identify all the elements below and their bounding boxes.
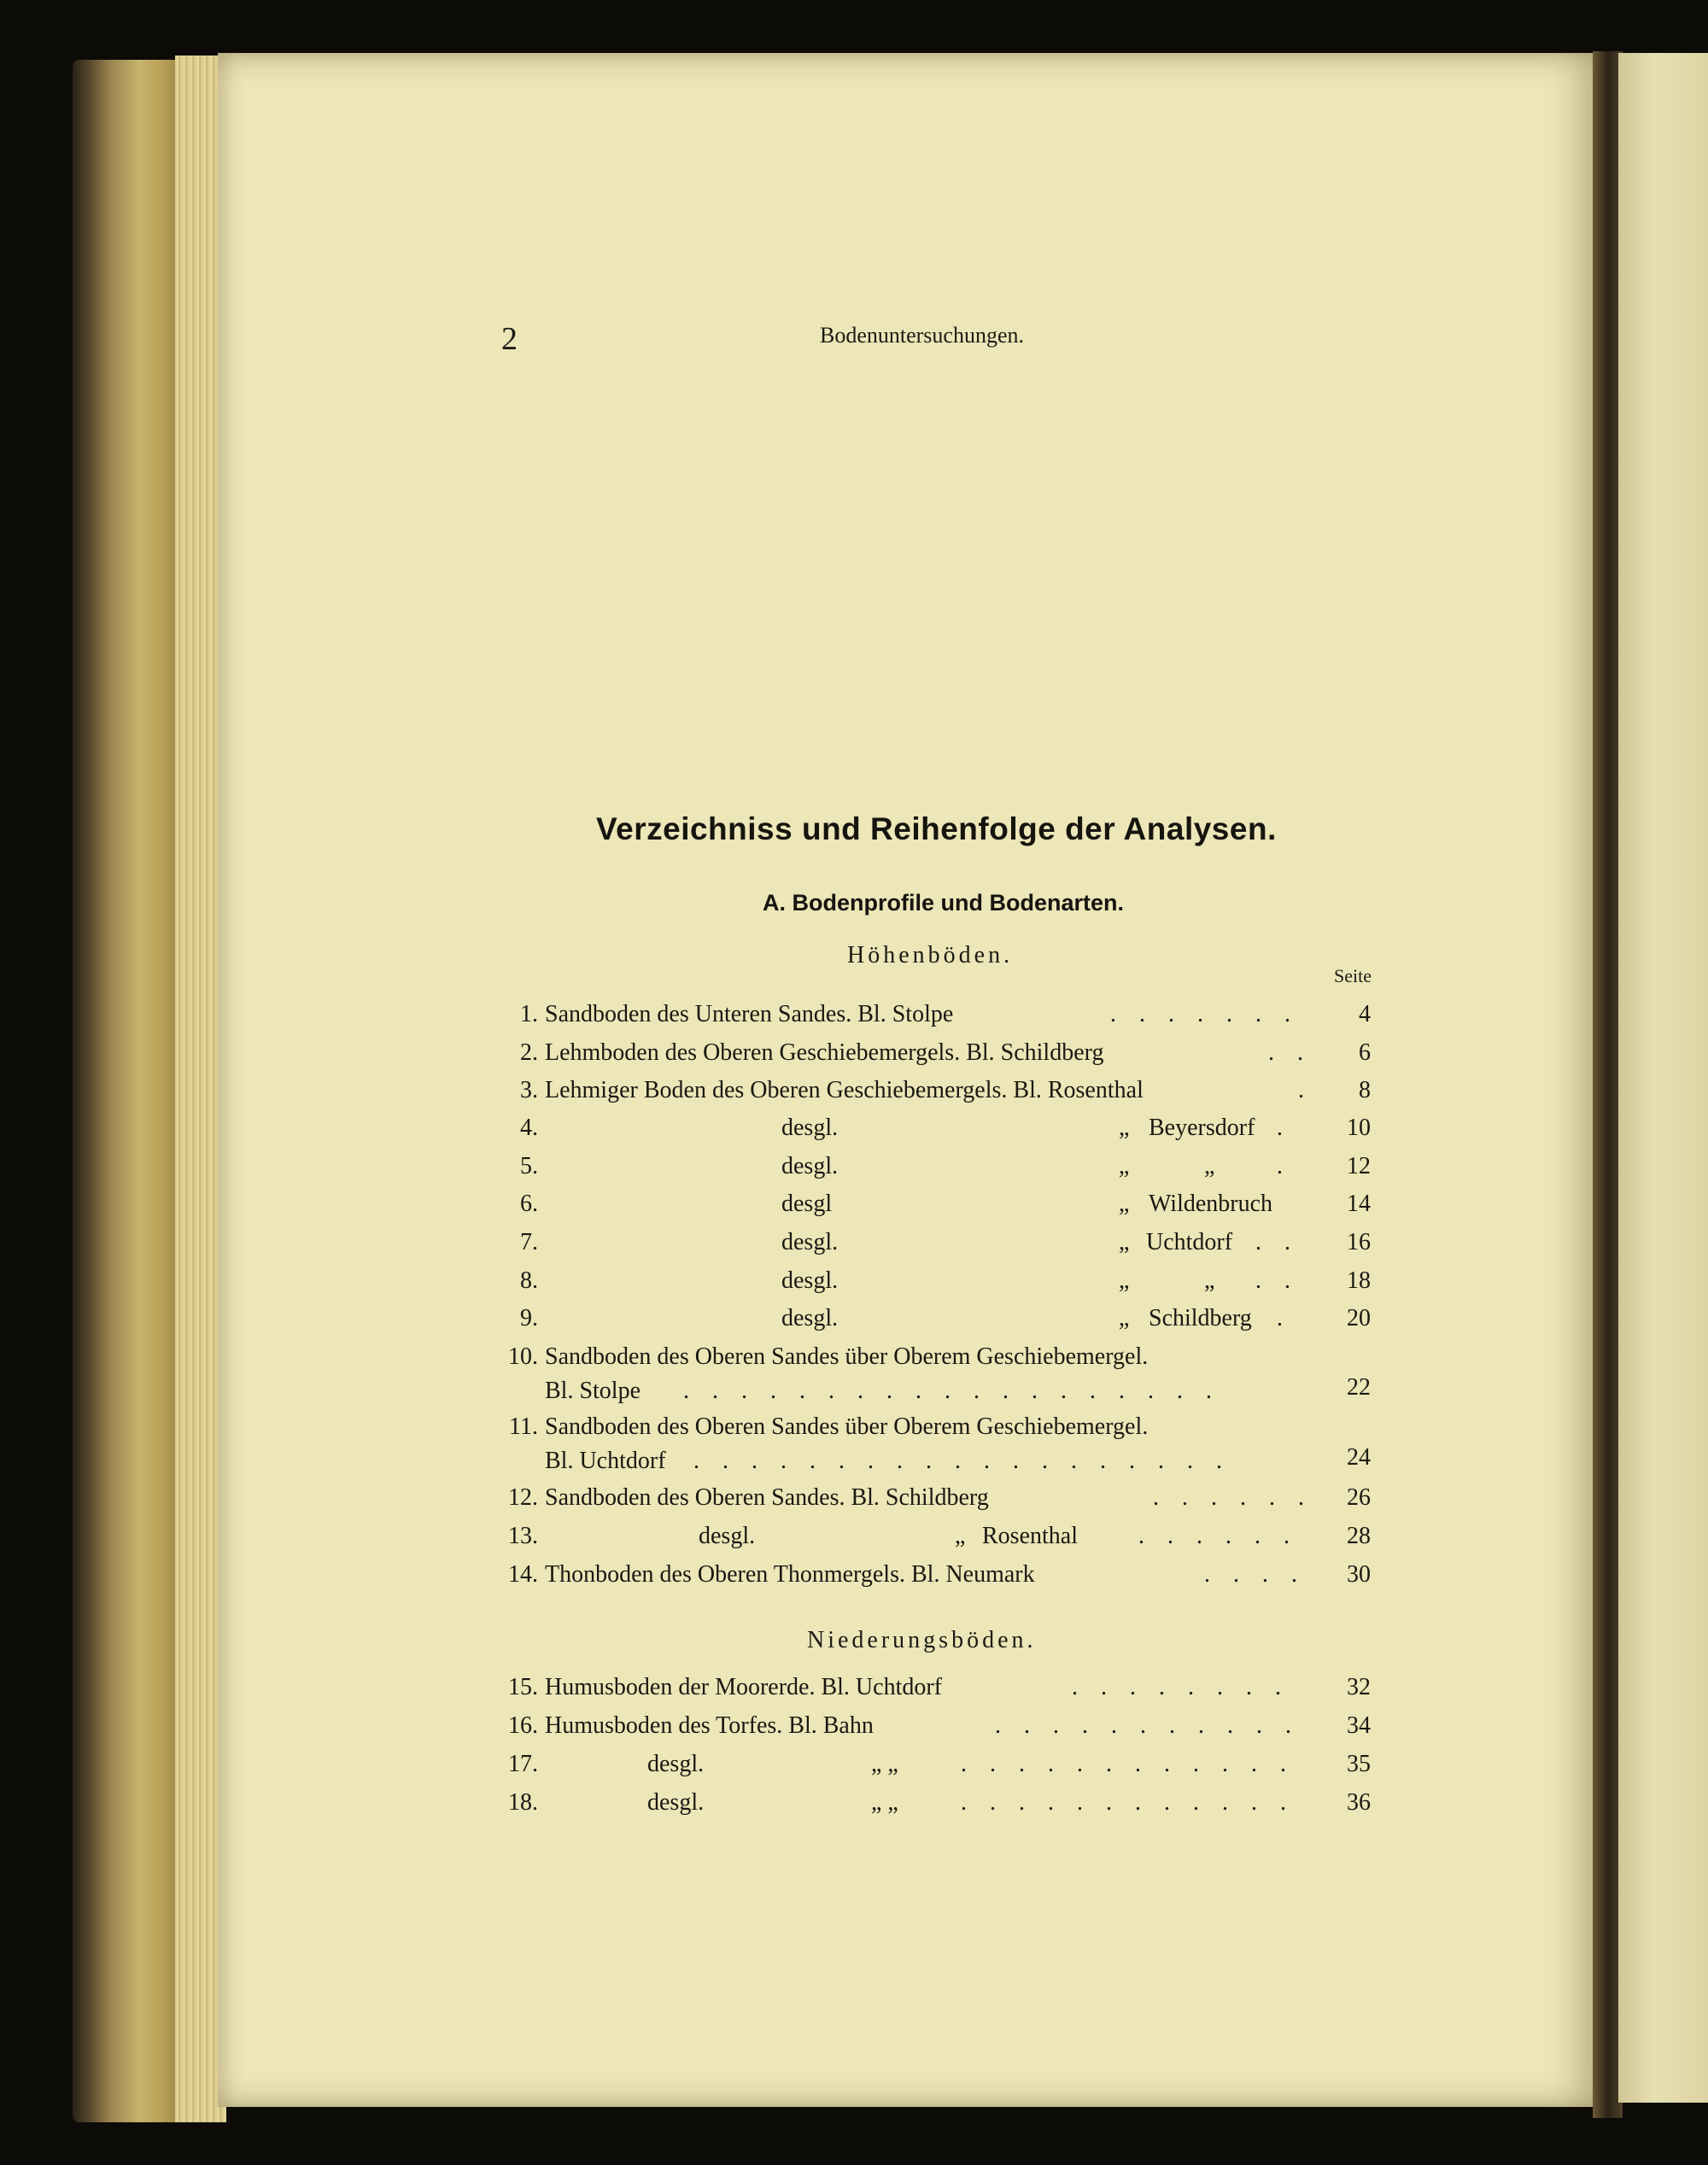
list-item: 11. Sandboden des Oberen Sandes über Oberem Geschiebemergel. Bl. Uchtdorf . . . . . . . . . . . . . . . . . . . 24 xyxy=(509,1413,1371,1474)
page-title: Verzeichniss und Reihenfolge der Analysen. xyxy=(596,811,1277,846)
group-heading-niederungsboeden: Niederungsböden. xyxy=(807,1627,1037,1653)
page-column-label: Seite xyxy=(1334,965,1372,986)
running-header: Bodenuntersuchungen. xyxy=(820,323,1025,348)
next-page-edge xyxy=(1618,53,1708,2103)
group-heading-hoehenboeden: Höhenböden. xyxy=(847,942,1014,968)
section-heading: A. Bodenprofile und Bodenarten. xyxy=(763,890,1124,916)
page-number: 2 xyxy=(501,321,518,357)
list-item: 10. Sandboden des Oberen Sandes über Oberem Geschiebemergel. Bl. Stolpe . . . . . . . . . . . . . . . . . . . 22 xyxy=(508,1343,1371,1404)
